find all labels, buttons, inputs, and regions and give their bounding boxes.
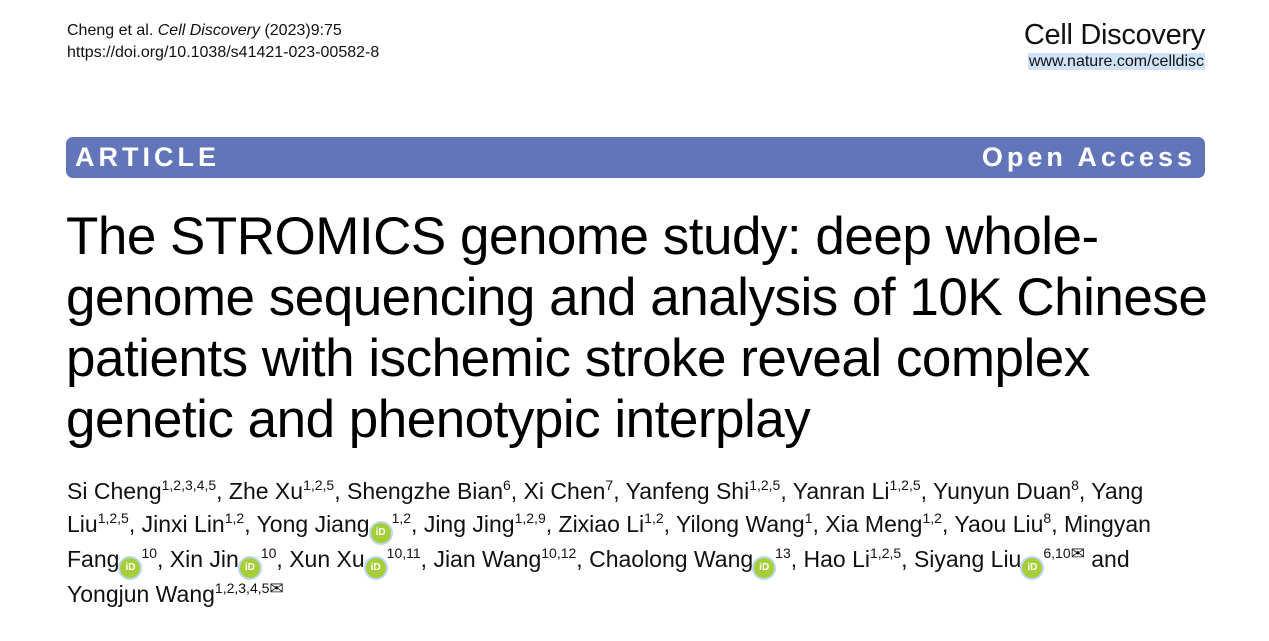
affiliation-superscript[interactable]: 6 <box>503 477 511 493</box>
mail-icon[interactable]: ✉ <box>269 578 284 598</box>
author-entry: Mingyan Fang $iD^{10}$, <box>67 511 1151 572</box>
author-entry: Xin Jin $iD^{10}$, <box>170 546 289 572</box>
affiliation-superscript[interactable]: 10 <box>260 544 277 561</box>
orcid-icon[interactable]: iD <box>371 523 391 543</box>
article-type-banner <box>66 137 1205 178</box>
author-name[interactable]: Yanran Li <box>792 478 890 504</box>
citation-journal: Cell Discovery <box>157 22 260 39</box>
author-name[interactable]: Xi Chen <box>523 478 606 504</box>
author-entry: Yilong Wang$^1$, <box>676 509 826 537</box>
affiliation-superscript[interactable]: 1,2,3,4,5 <box>161 477 217 493</box>
affiliation-superscript[interactable]: 1,2 <box>644 509 664 526</box>
author-name[interactable]: Si Cheng <box>67 478 162 504</box>
author-entry: Zixiao Li$^{1,2}$, <box>558 509 677 537</box>
author-name[interactable]: Shengzhe Bian <box>346 478 503 504</box>
orcid-icon[interactable]: iD <box>120 558 140 578</box>
author-name[interactable]: Yunyun Duan <box>933 478 1072 504</box>
author-name[interactable]: Yilong Wang <box>676 510 805 537</box>
author-name[interactable]: Zixiao Li <box>558 510 645 537</box>
author-list <box>67 475 1207 610</box>
citation-block <box>67 20 379 64</box>
author-name[interactable]: Jian Wang <box>433 545 542 572</box>
author-entry: Yaou Liu$^8$, <box>954 509 1064 537</box>
orcid-icon[interactable]: iD <box>366 558 386 578</box>
author-name[interactable]: Yang Liu <box>67 478 1144 537</box>
author-name[interactable]: Xia Meng <box>825 510 923 537</box>
affiliation-superscript[interactable]: 1,2,5 <box>303 477 335 493</box>
author-name[interactable]: Jinxi Lin <box>141 510 225 537</box>
author-name[interactable]: Jing Jing <box>423 510 515 537</box>
orcid-icon[interactable]: iD <box>1022 558 1042 578</box>
affiliation-superscript[interactable]: 7 <box>605 477 614 493</box>
doi-link[interactable]: https://doi.org/10.1038/s41421-023-00582-8 <box>67 44 380 61</box>
journal-brand <box>1024 18 1205 71</box>
affiliation-superscript[interactable]: 1,2 <box>922 509 942 526</box>
author-name[interactable]: Chaolong Wang <box>589 545 754 572</box>
author-name[interactable]: Yong Jiang <box>256 510 370 537</box>
author-entry: Yunyun Duan$^8$, <box>933 477 1092 504</box>
orcid-icon[interactable]: iD <box>240 558 260 578</box>
affiliation-superscript[interactable]: 1,2,5 <box>889 477 921 493</box>
affiliation-superscript[interactable]: 6,10 <box>1043 544 1071 561</box>
author-entry: Chaolong Wang $iD^{13}$, <box>589 546 803 572</box>
affiliation-superscript[interactable]: 10 <box>141 544 158 561</box>
journal-name: Cell Discovery <box>1023 19 1205 51</box>
author-name[interactable]: Xun Xu <box>289 545 365 572</box>
mail-icon[interactable]: ✉ <box>1070 543 1085 563</box>
author-entry: Xun Xu iD$^{10,11}$, <box>289 546 433 572</box>
author-entry: Yanran Li$^{1,2,5}$, <box>792 477 933 504</box>
affiliation-superscript[interactable]: 8 <box>1043 509 1052 526</box>
citation-authors: Cheng et al. <box>67 22 154 39</box>
and-conjunction: and <box>1084 545 1130 572</box>
affiliation-superscript[interactable]: 10,12 <box>541 544 577 561</box>
open-access-label: Open Access <box>981 142 1196 172</box>
author-entry: Jing Jing$^{1,2,9}$, <box>423 509 559 537</box>
citation-volume: (2023)9:75 <box>264 22 342 39</box>
article-title: The STROMICS genome study: deep whole-genome sequencing and analysis of 10K Chinese patients with ischemic stroke reveal complex genetic and phenotypic interplay <box>66 207 1208 449</box>
orcid-icon[interactable]: iD <box>754 558 774 578</box>
article-type-label: ARTICLE <box>75 142 220 172</box>
author-entry: Yang Liu$^{1,2,5}$, <box>67 478 1144 537</box>
affiliation-superscript[interactable]: 1,2,9 <box>514 509 546 526</box>
citation-line <box>67 20 379 42</box>
author-name[interactable]: Mingyan Fang <box>67 510 1151 572</box>
author-entry: Si Cheng$^{1,2,3,4,5}$, <box>67 477 229 504</box>
affiliation-superscript[interactable]: 1,2,5 <box>749 477 781 493</box>
author-name[interactable]: Yanfeng Shi <box>625 478 750 504</box>
author-name[interactable]: Yaou Liu <box>954 510 1044 537</box>
affiliation-superscript[interactable]: 8 <box>1071 477 1079 493</box>
author-entry: Jian Wang$^{10,12}$, <box>433 544 590 572</box>
author-name[interactable]: Siyang Liu <box>913 545 1022 572</box>
affiliation-superscript[interactable]: 1,2 <box>391 509 412 526</box>
affiliation-superscript[interactable]: 1,2 <box>224 509 245 526</box>
affiliation-superscript[interactable]: 1 <box>804 509 813 526</box>
affiliation-superscript[interactable]: 1,2,5 <box>97 509 129 526</box>
author-name[interactable]: Yongjun Wang <box>67 580 215 607</box>
journal-url-link[interactable]: www.nature.com/celldisc <box>1028 53 1204 70</box>
affiliation-superscript[interactable]: 10,11 <box>386 544 421 561</box>
author-name[interactable]: Zhe Xu <box>228 478 304 504</box>
affiliation-superscript[interactable]: 13 <box>775 544 791 561</box>
author-entry: Xi Chen$^7$, <box>523 477 626 504</box>
author-entry: Zhe Xu$^{1,2,5}$, <box>228 477 347 504</box>
author-entry: Jinxi Lin$^{1,2}$, <box>141 509 257 537</box>
author-entry: Yong Jiang iD$^{1,2}$, <box>257 511 424 537</box>
author-entry: Shengzhe Bian$^6$, <box>346 477 524 504</box>
author-name[interactable]: Xin Jin <box>169 545 239 572</box>
author-entry: Yanfeng Shi$^{1,2,5}$, <box>625 477 793 504</box>
author-name[interactable]: Hao Li <box>803 545 871 572</box>
author-entry <box>67 578 284 607</box>
affiliation-superscript[interactable]: 1,2,5 <box>870 544 902 561</box>
author-entry: Xia Meng$^{1,2}$, <box>825 509 955 537</box>
author-entry <box>913 543 1085 573</box>
author-entry: Hao Li$^{1,2,5}$, <box>803 544 914 572</box>
affiliation-superscript[interactable]: 1,2,3,4,5 <box>214 579 270 596</box>
